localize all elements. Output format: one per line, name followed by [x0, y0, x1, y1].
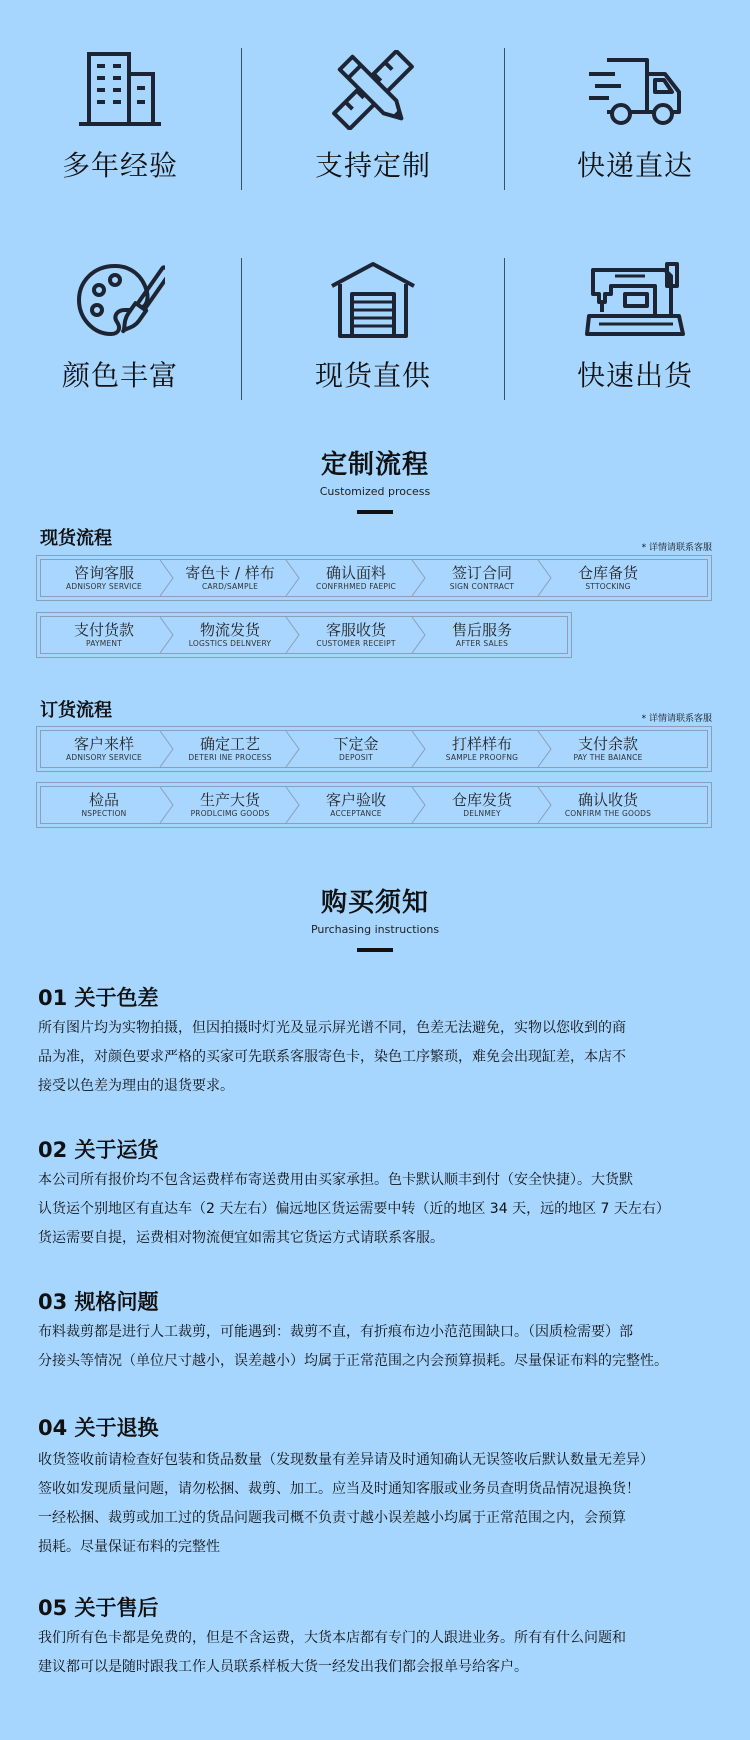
instruction-line: 布料裁剪都是进行人工裁剪，可能遇到：裁剪不直，有折痕布边小范范围缺口。（因质检需要）部 [38, 1324, 633, 1340]
flow-step-label: 确认收货 [577, 791, 638, 809]
flow-step [167, 787, 293, 823]
feature-colors [0, 260, 240, 394]
flow-step-sublabel: LOGSTICS DELNVERY [188, 639, 272, 648]
flow-step-sublabel: CONFIRM THE GOODS [564, 809, 652, 818]
flow-step-sublabel: PAYMENT [86, 639, 122, 648]
flow-step-sublabel: ACCEPTANCE [330, 809, 382, 818]
pencil-ruler-icon [328, 50, 418, 130]
instruction-line: 认货运个别地区有直达车（2 天左右）偏远地区货运需要中转（近的地区 34 天，远的地区 7 天左右） [38, 1201, 670, 1217]
section-subtitle: Purchasing instructions [310, 923, 440, 936]
instruction-line: 品为准，对颜色要求严格的买家可先联系客服寄色卡，染色工序繁琐，难免会出现缸差，本店不 [38, 1049, 626, 1065]
flow-step-sublabel: PAY THE BAIANCE [573, 753, 643, 762]
flow-step-label: 确定工艺 [199, 735, 260, 753]
feature-label: 支持定制 [314, 149, 431, 182]
flow-step-label: 客户验收 [325, 791, 386, 809]
feature-custom [253, 50, 493, 184]
flow-step-sublabel: NSPECTION [81, 809, 127, 818]
instruction-line: 接受以色差为理由的退货要求。 [38, 1078, 234, 1094]
feature-label: 现货直供 [314, 359, 431, 392]
flow-step-label: 支付货款 [73, 621, 134, 639]
instruction-heading: 05 关于售后 [38, 1596, 159, 1620]
flow-step [41, 787, 167, 823]
flow-step-label: 寄色卡 / 样布 [185, 564, 275, 582]
flow-step-sublabel: SAMPLE PROOFNG [445, 753, 519, 762]
flow-step-sublabel: PRODLCIMG GOODS [190, 809, 270, 818]
flow-step-label: 生产大货 [199, 791, 260, 809]
instruction-line: 损耗。尽量保证布料的完整性 [38, 1539, 220, 1555]
feature-express [515, 50, 750, 184]
flow-step-sublabel: DEPOSIT [339, 753, 373, 762]
flow-step-sublabel: AFTER SALES [455, 639, 509, 648]
flow-step [167, 731, 293, 767]
flow-step [167, 617, 293, 653]
flow-step [419, 560, 545, 596]
flow-step [293, 560, 419, 596]
flow-step-sublabel: CONFRHMED FAEPIC [316, 582, 396, 591]
flow-step-label: 客户来样 [73, 735, 134, 753]
flow-step-sublabel: CUSTOMER RECEIPT [316, 639, 396, 648]
instruction-heading: 04 关于退换 [38, 1416, 159, 1440]
flow-step-label: 确认面料 [325, 564, 386, 582]
stock-flow-note: * 详情请联系客服 [641, 543, 712, 553]
feature-label: 多年经验 [61, 149, 178, 182]
instruction-line: 货运需要自提，运费相对物流便宜如需其它货运方式请联系客服。 [38, 1230, 444, 1246]
divider [504, 48, 505, 190]
instruction-line: 一经松捆、裁剪或加工过的货品问题我司概不负责寸越小误差越小均属于正常范围之内，会预算 [38, 1510, 626, 1526]
flow-step-label: 打样样布 [451, 735, 512, 753]
warehouse-icon [328, 260, 418, 340]
section-subtitle: Customized process [319, 485, 431, 498]
flow-step [41, 560, 167, 596]
flow-step [293, 787, 419, 823]
flow-step [545, 731, 671, 767]
title-underline [357, 948, 393, 952]
flow-step [419, 731, 545, 767]
order-flow-note: * 详情请联系客服 [641, 714, 712, 724]
purchase-header [0, 882, 750, 952]
flow-step-sublabel: STTOCKING [585, 582, 631, 591]
flow-step-label: 仓库发货 [451, 791, 512, 809]
section-title: 定制流程 [320, 450, 429, 480]
flow-step [167, 560, 293, 596]
instruction-line: 分接头等情况（单位尺寸越小，误差越小）均属于正常范围之内会预算损耗。尽量保证布料的完整性。 [38, 1353, 668, 1369]
flow-step-sublabel: DELNMEY [463, 809, 501, 818]
instruction-line: 所有图片均为实物拍摄，但因拍摄时灯光及显示屏光谱不同，色差无法避免，实物以您收到的商 [38, 1020, 626, 1036]
order-flow-row-2 [36, 782, 712, 828]
palette-icon [75, 260, 165, 340]
feature-stock [253, 260, 493, 394]
flow-step-label: 仓库备货 [577, 564, 638, 582]
flow-step-sublabel: SIGN CONTRACT [449, 582, 515, 591]
instruction-body [38, 1446, 718, 1562]
instruction-line: 建议都可以是随时跟我工作人员联系样板大货一经发出我们都会报单号给客户。 [38, 1659, 528, 1675]
instruction-heading: 03 规格问题 [38, 1290, 159, 1314]
flow-step-label: 下定金 [333, 735, 379, 753]
section-title: 购买须知 [320, 888, 429, 918]
divider [504, 258, 505, 400]
order-flow-row-1 [36, 726, 712, 772]
feature-label: 快递直达 [576, 149, 693, 182]
instruction-body [38, 1624, 718, 1682]
title-underline [357, 510, 393, 514]
instruction-heading: 01 关于色差 [38, 986, 159, 1010]
instruction-line: 我们所有色卡都是免费的，但是不含运费，大货本店都有专门的人跟进业务。所有有什么问题和 [38, 1630, 626, 1646]
divider [241, 258, 242, 400]
feature-experience [0, 50, 240, 184]
stock-flow-row-2 [36, 612, 572, 658]
instruction-body [38, 1014, 718, 1101]
flow-step-label: 物流发货 [199, 621, 260, 639]
instruction-line: 本公司所有报价均不包含运费样布寄送费用由买家承担。色卡默认顺丰到付（安全快捷）。大货默 [38, 1172, 633, 1188]
instruction-line: 签收如发现质量问题，请勿松捆、裁剪、加工。应当及时通知客服或业务员查明货品情况退换货！ [38, 1481, 640, 1497]
instruction-body [38, 1166, 718, 1253]
flow-step [545, 787, 671, 823]
flow-step [293, 617, 419, 653]
instruction-body [38, 1318, 718, 1376]
flow-step-label: 支付余款 [577, 735, 638, 753]
flow-step-sublabel: ADNISORY SERVICE [66, 753, 142, 762]
sewing-machine-icon [585, 260, 685, 340]
flow-step-label: 客服收货 [325, 621, 386, 639]
flow-step [293, 731, 419, 767]
feature-fast-ship [515, 260, 750, 394]
flow-step-sublabel: DETERI INE PROCESS [188, 753, 272, 762]
flow-step [545, 560, 671, 596]
flow-step-label: 签订合同 [451, 564, 512, 582]
flow-step [419, 617, 545, 653]
building-icon [75, 50, 165, 130]
flow-step [41, 731, 167, 767]
feature-label: 快速出货 [576, 359, 693, 392]
flow-step [41, 617, 167, 653]
stock-flow-row-1 [36, 555, 712, 601]
instruction-line: 收货签收前请检查好包装和货品数量（发现数量有差异请及时通知确认无误签收后默认数量无差异） [38, 1452, 654, 1468]
order-flow-title: 订货流程 [40, 700, 112, 721]
flow-step [419, 787, 545, 823]
flow-step-sublabel: ADNISORY SERVICE [66, 582, 142, 591]
divider [241, 48, 242, 190]
feature-label: 颜色丰富 [61, 359, 178, 392]
stock-flow-title: 现货流程 [40, 528, 112, 549]
instruction-heading: 02 关于运货 [38, 1138, 159, 1162]
truck-icon [585, 50, 685, 130]
flow-step-sublabel: CARD/SAMPLE [201, 582, 259, 591]
flow-step-label: 售后服务 [451, 621, 512, 639]
custom-process-header [0, 444, 750, 514]
flow-step-label: 咨询客服 [73, 564, 134, 582]
flow-step-label: 检品 [88, 791, 119, 809]
